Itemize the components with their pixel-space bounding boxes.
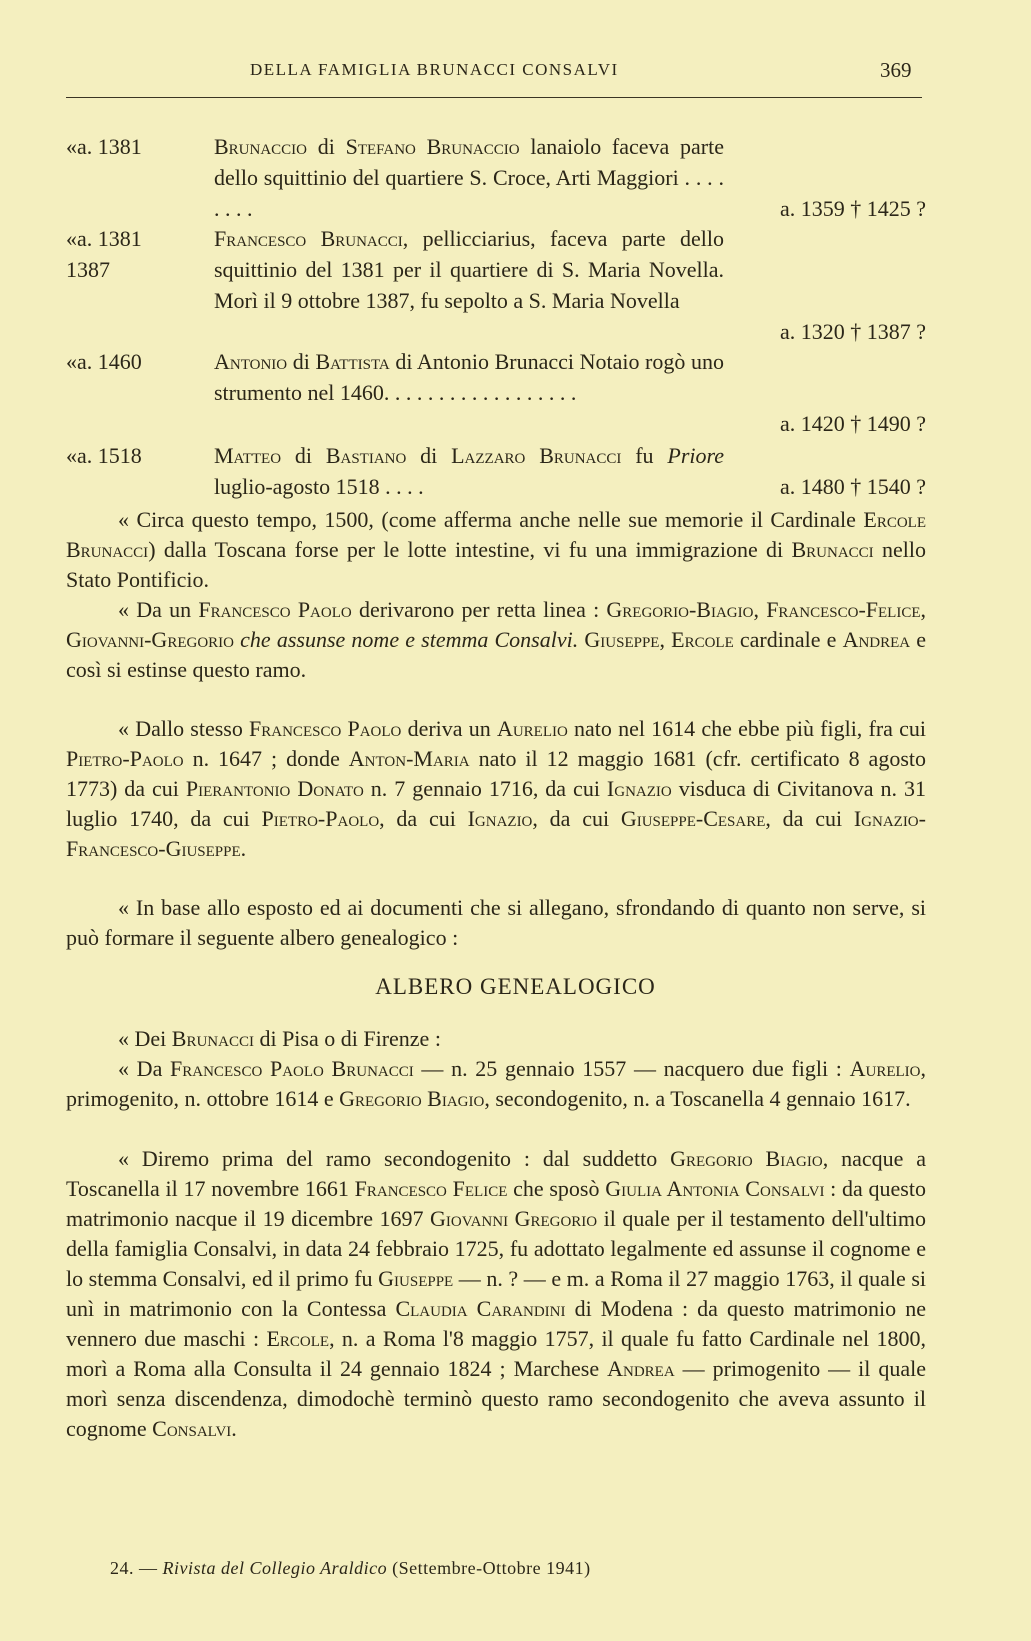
entry-description <box>214 346 724 408</box>
name-run: Brunacci <box>791 537 874 562</box>
text-run: n. 1647 ; donde <box>183 746 349 771</box>
entry-antonio <box>66 346 926 439</box>
entry-lifespan: a. 1480 † 1540 ? <box>779 474 926 499</box>
text-run: di <box>406 443 452 468</box>
italic-run: che assunse nome e stemma Consalvi. <box>240 627 579 652</box>
name-run: Brunacci <box>171 1026 254 1051</box>
text-run: — n. ? — e m. a Roma il 27 maggio 1763, il quale si unì in matrimonio con la Contessa <box>66 1266 926 1321</box>
name-run: Giovanni Gregorio <box>429 1206 598 1231</box>
italic-run: Priore <box>667 443 724 468</box>
entry-matteo <box>66 440 926 502</box>
entry-date: «a. 1518 <box>66 443 142 468</box>
text-run: di Antonio Brunacci Notaio rogò uno strumento nel 1460. . . . . . . . . . . . . . . . . . <box>214 349 724 405</box>
name-run: Ignazio-Francesco-Giuseppe <box>66 806 926 861</box>
text-run: nello Stato Pontificio. <box>66 537 926 592</box>
name-run: Andrea <box>607 1356 675 1381</box>
text-run: « Da <box>118 1056 171 1081</box>
text-run: di <box>281 443 326 468</box>
name-run: Claudia Carandini <box>395 1296 566 1321</box>
text-run: . <box>231 1416 237 1441</box>
name-run: Giuseppe-Cesare <box>620 806 766 831</box>
name-run: Aurelio <box>496 716 568 741</box>
text-run: di Modena : da questo matrimonio ne vennero due maschi : <box>66 1296 926 1351</box>
text-run: nato nel 1614 che ebbe più figli, fra cui <box>567 716 926 741</box>
name-run: Ignazio <box>467 806 533 831</box>
name-run: Matteo <box>214 443 282 468</box>
name-run: Francesco Paolo <box>249 716 402 741</box>
tree-paragraph-diremo <box>66 1144 926 1444</box>
entry-description <box>214 440 724 502</box>
body-paragraph-dallo-stesso <box>66 714 926 864</box>
text-run: deriva un <box>401 716 497 741</box>
tree-paragraph-dei-brunacci <box>66 1024 926 1054</box>
name-run: Lazzaro Brunacci <box>451 443 622 468</box>
entry-francesco <box>66 223 926 347</box>
text-run: « Da un <box>118 597 199 622</box>
section-heading: ALBERO GENEALOGICO <box>375 974 656 999</box>
text-run: di Pisa o di Firenze : <box>253 1026 441 1051</box>
body-paragraph-in-base <box>66 893 926 953</box>
name-run: Giulia Antonia Consalvi <box>605 1176 825 1201</box>
text-run: — primogenito — il quale morì senza discendenza, dimodochè terminò questo ramo secondogenito che aveva assunto il cognome <box>66 1356 926 1441</box>
name-run: Francesco Brunacci <box>214 226 403 251</box>
text-run: , primogenito, n. ottobre 1614 e <box>66 1056 926 1111</box>
text-run: « In base allo esposto ed ai documenti che si allegano, sfrondando di quanto non serve, si può formare il seguente albero genealogico : <box>66 895 926 950</box>
entry-description <box>214 223 724 316</box>
name-run: Gregorio Biagio <box>670 1146 823 1171</box>
text-run: n. 7 gennaio 1716, da cui <box>363 776 607 801</box>
text-run: , secondogenito, n. a Toscanella 4 gennaio 1617. <box>484 1086 911 1111</box>
name-run: Bastiano <box>325 443 407 468</box>
name-run: Ignazio <box>606 776 672 801</box>
text-run: . <box>240 836 247 861</box>
text-run: , <box>753 597 767 622</box>
name-run: Gregorio Biagio <box>339 1086 485 1111</box>
text-run: nato il 12 maggio 1681 (cfr. certificato 8 agosto 1773) da cui <box>66 746 926 801</box>
name-run: Ercole <box>671 627 734 652</box>
text-run: fu <box>621 443 668 468</box>
body-paragraph-francesco-paolo <box>66 595 926 685</box>
text-run: « Dei <box>118 1026 172 1051</box>
entry-date: «a. 1381 1387 <box>66 226 142 282</box>
page-number: 369 <box>880 58 912 82</box>
text-run: che sposò <box>507 1176 606 1201</box>
text-run: , da cui <box>765 806 854 831</box>
text-run: ) dalla Toscana forse per le lotte intestine, vi fu una immigrazione di <box>148 537 792 562</box>
name-run: Pietro-Paolo <box>66 746 184 771</box>
name-run: Francesco Paolo <box>198 597 352 622</box>
text-run: derivarono per retta linea : <box>351 597 607 622</box>
text-run: « Circa questo tempo, 1500, (come afferma anche nelle sue memorie il Cardinale <box>118 507 864 532</box>
name-run: Brunaccio <box>214 134 308 159</box>
text-run: , n. a Roma l'8 maggio 1757, il quale fu fatto Cardinale nel 1800, morì a Roma alla Consulta il 24 gennaio 1824 ; Marchese <box>66 1326 926 1381</box>
name-run: Francesco-Felice <box>766 597 921 622</box>
text-run: il quale per il testamento dell'ultimo della famiglia Consalvi, in data 24 febbraio 1725, fu adottato legalmente ed assunse il cognome e lo stemma Consalvi, ed il primo fu <box>66 1206 926 1291</box>
tree-paragraph-da-francesco <box>66 1054 926 1114</box>
text-run: , <box>920 597 926 622</box>
text-run: cardinale e <box>733 627 843 652</box>
entry-brunaccio <box>66 131 926 224</box>
name-run: Gregorio-Biagio <box>606 597 754 622</box>
name-run: Anton-Maria <box>348 746 470 771</box>
text-run: , da cui <box>379 806 468 831</box>
name-run: Ercole <box>266 1326 330 1351</box>
name-run: Giuseppe <box>378 1266 454 1291</box>
text-run: , da cui <box>532 806 621 831</box>
text-run: , pellicciarius, faceva parte dello squittinio del 1381 per il quartiere di S. Maria Novella. Morì il 9 ottobre 1387, fu sepolto a S. Maria Novella <box>214 226 724 313</box>
text-run: visduca di Civitanova n. 31 luglio 1740, da cui <box>66 776 926 831</box>
entry-description <box>214 131 724 224</box>
name-run: Consalvi <box>152 1416 232 1441</box>
text-run: di <box>307 134 346 159</box>
footer-journal: Rivista del Collegio Araldico <box>162 1558 388 1578</box>
name-run: Andrea <box>842 627 911 652</box>
body-paragraph-circa <box>66 505 926 595</box>
name-run: Pietro-Paolo <box>261 806 380 831</box>
name-run: Battista <box>315 349 390 374</box>
name-run: Aurelio <box>849 1056 921 1081</box>
name-run: Stefano Brunaccio <box>345 134 520 159</box>
footer-issue: (Settembre-Ottobre 1941) <box>392 1558 591 1578</box>
text-run: e così si estinse questo ramo. <box>66 627 927 682</box>
name-run: Francesco Paolo Brunacci <box>170 1056 414 1081</box>
entry-lifespan: a. 1420 † 1490 ? <box>779 411 926 436</box>
running-head: DELLA FAMIGLIA BRUNACCI CONSALVI <box>250 60 619 79</box>
entry-lifespan: a. 1359 † 1425 ? <box>779 196 926 221</box>
text-run: , <box>659 627 672 652</box>
name-run: Giovanni-Gregorio <box>66 627 234 652</box>
entry-date: «a. 1460 <box>66 349 142 374</box>
text-run: « Diremo prima del ramo secondogenito : dal suddetto <box>118 1146 671 1171</box>
name-run: Giuseppe <box>584 627 660 652</box>
name-run: Pierantonio Donato <box>185 776 364 801</box>
text-run: « Dallo stesso <box>118 716 250 741</box>
name-run: Antonio <box>214 349 288 374</box>
text-run: lanaiolo faceva parte dello squittinio del quartiere S. Croce, Arti Maggiori . . . . . . . . <box>214 134 724 221</box>
header-rule <box>66 97 922 98</box>
text-run: — n. 25 gennaio 1557 — nacquero due figli : <box>413 1056 850 1081</box>
name-run: Francesco Felice <box>354 1176 508 1201</box>
text-run: , nacque a Toscanella il 17 novembre 1661 <box>66 1146 926 1201</box>
footer-number: 24. — <box>110 1558 158 1578</box>
footer-citation <box>110 1558 591 1579</box>
name-run: Ercole Brunacci <box>66 507 926 562</box>
text-run: di <box>287 349 316 374</box>
entry-lifespan: a. 1320 † 1387 ? <box>779 319 926 344</box>
text-run: : da questo matrimonio nacque il 19 dicembre 1697 <box>66 1176 926 1231</box>
entry-date: «a. 1381 <box>66 134 142 159</box>
text-run: luglio-agosto 1518 . . . . <box>214 474 424 499</box>
